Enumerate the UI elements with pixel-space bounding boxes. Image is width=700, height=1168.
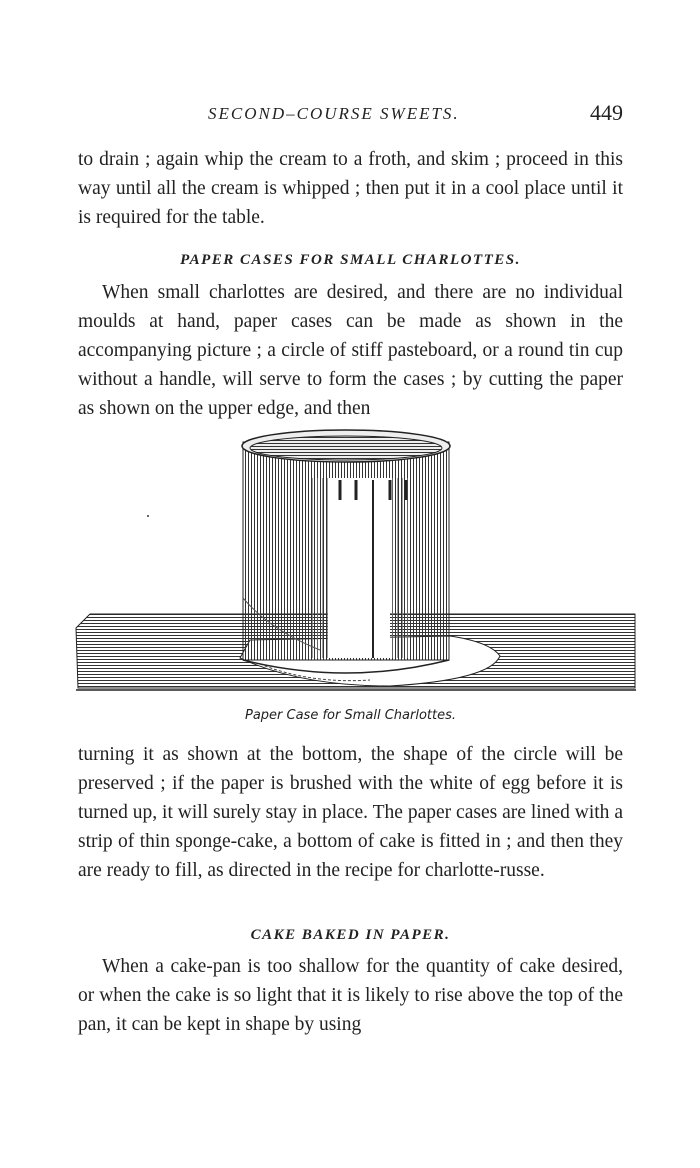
running-head [78,100,623,130]
paragraph-paper-cases: When small charlottes are desired, and there are no individual moulds at hand, paper cases can be made as shown in the accompanying picture ; a circle of stiff pasteboard, or a round tin cup without a handle, will serve to form the cases ; by cutting the paper as shown on the upper edge, and then [78,282,623,419]
section-heading-paper-cases: PAPER CASES FOR SMALL CHARLOTTES. [180,252,521,268]
running-title: SECOND–COURSE SWEETS. [208,104,460,123]
paragraph-continuation-2: turning it as shown at the bottom, the shape of the circle will be preserved ; if the paper is brushed with the white of egg before it is turned up, it will surely stay in place. The paper cases are lined with a strip of thin sponge-cake, a bottom of cake is fitted in ; and then they are ready to fill, as directed in the recipe for charlotte-russe. [78,744,623,881]
paragraph-continuation: to drain ; again whip the cream to a froth, and skim ; proceed in this way until all the cream is whipped ; then put it in a cool place until it is required for the table. [78,149,623,228]
figure-caption: Paper Case for Small Charlottes. [244,708,456,723]
paper-case-engraving [70,418,640,703]
page-number: 449 [590,100,623,125]
paragraph-cake-baked-in-paper: When a cake-pan is too shallow for the quantity of cake desired, or when the cake is so light that it is likely to rise above the top of the pan, it can be kept in shape by using [78,956,623,1035]
section-heading-cake-baked-in-paper: CAKE BAKED IN PAPER. [250,927,451,943]
figure-paper-case-illustration [70,418,640,703]
